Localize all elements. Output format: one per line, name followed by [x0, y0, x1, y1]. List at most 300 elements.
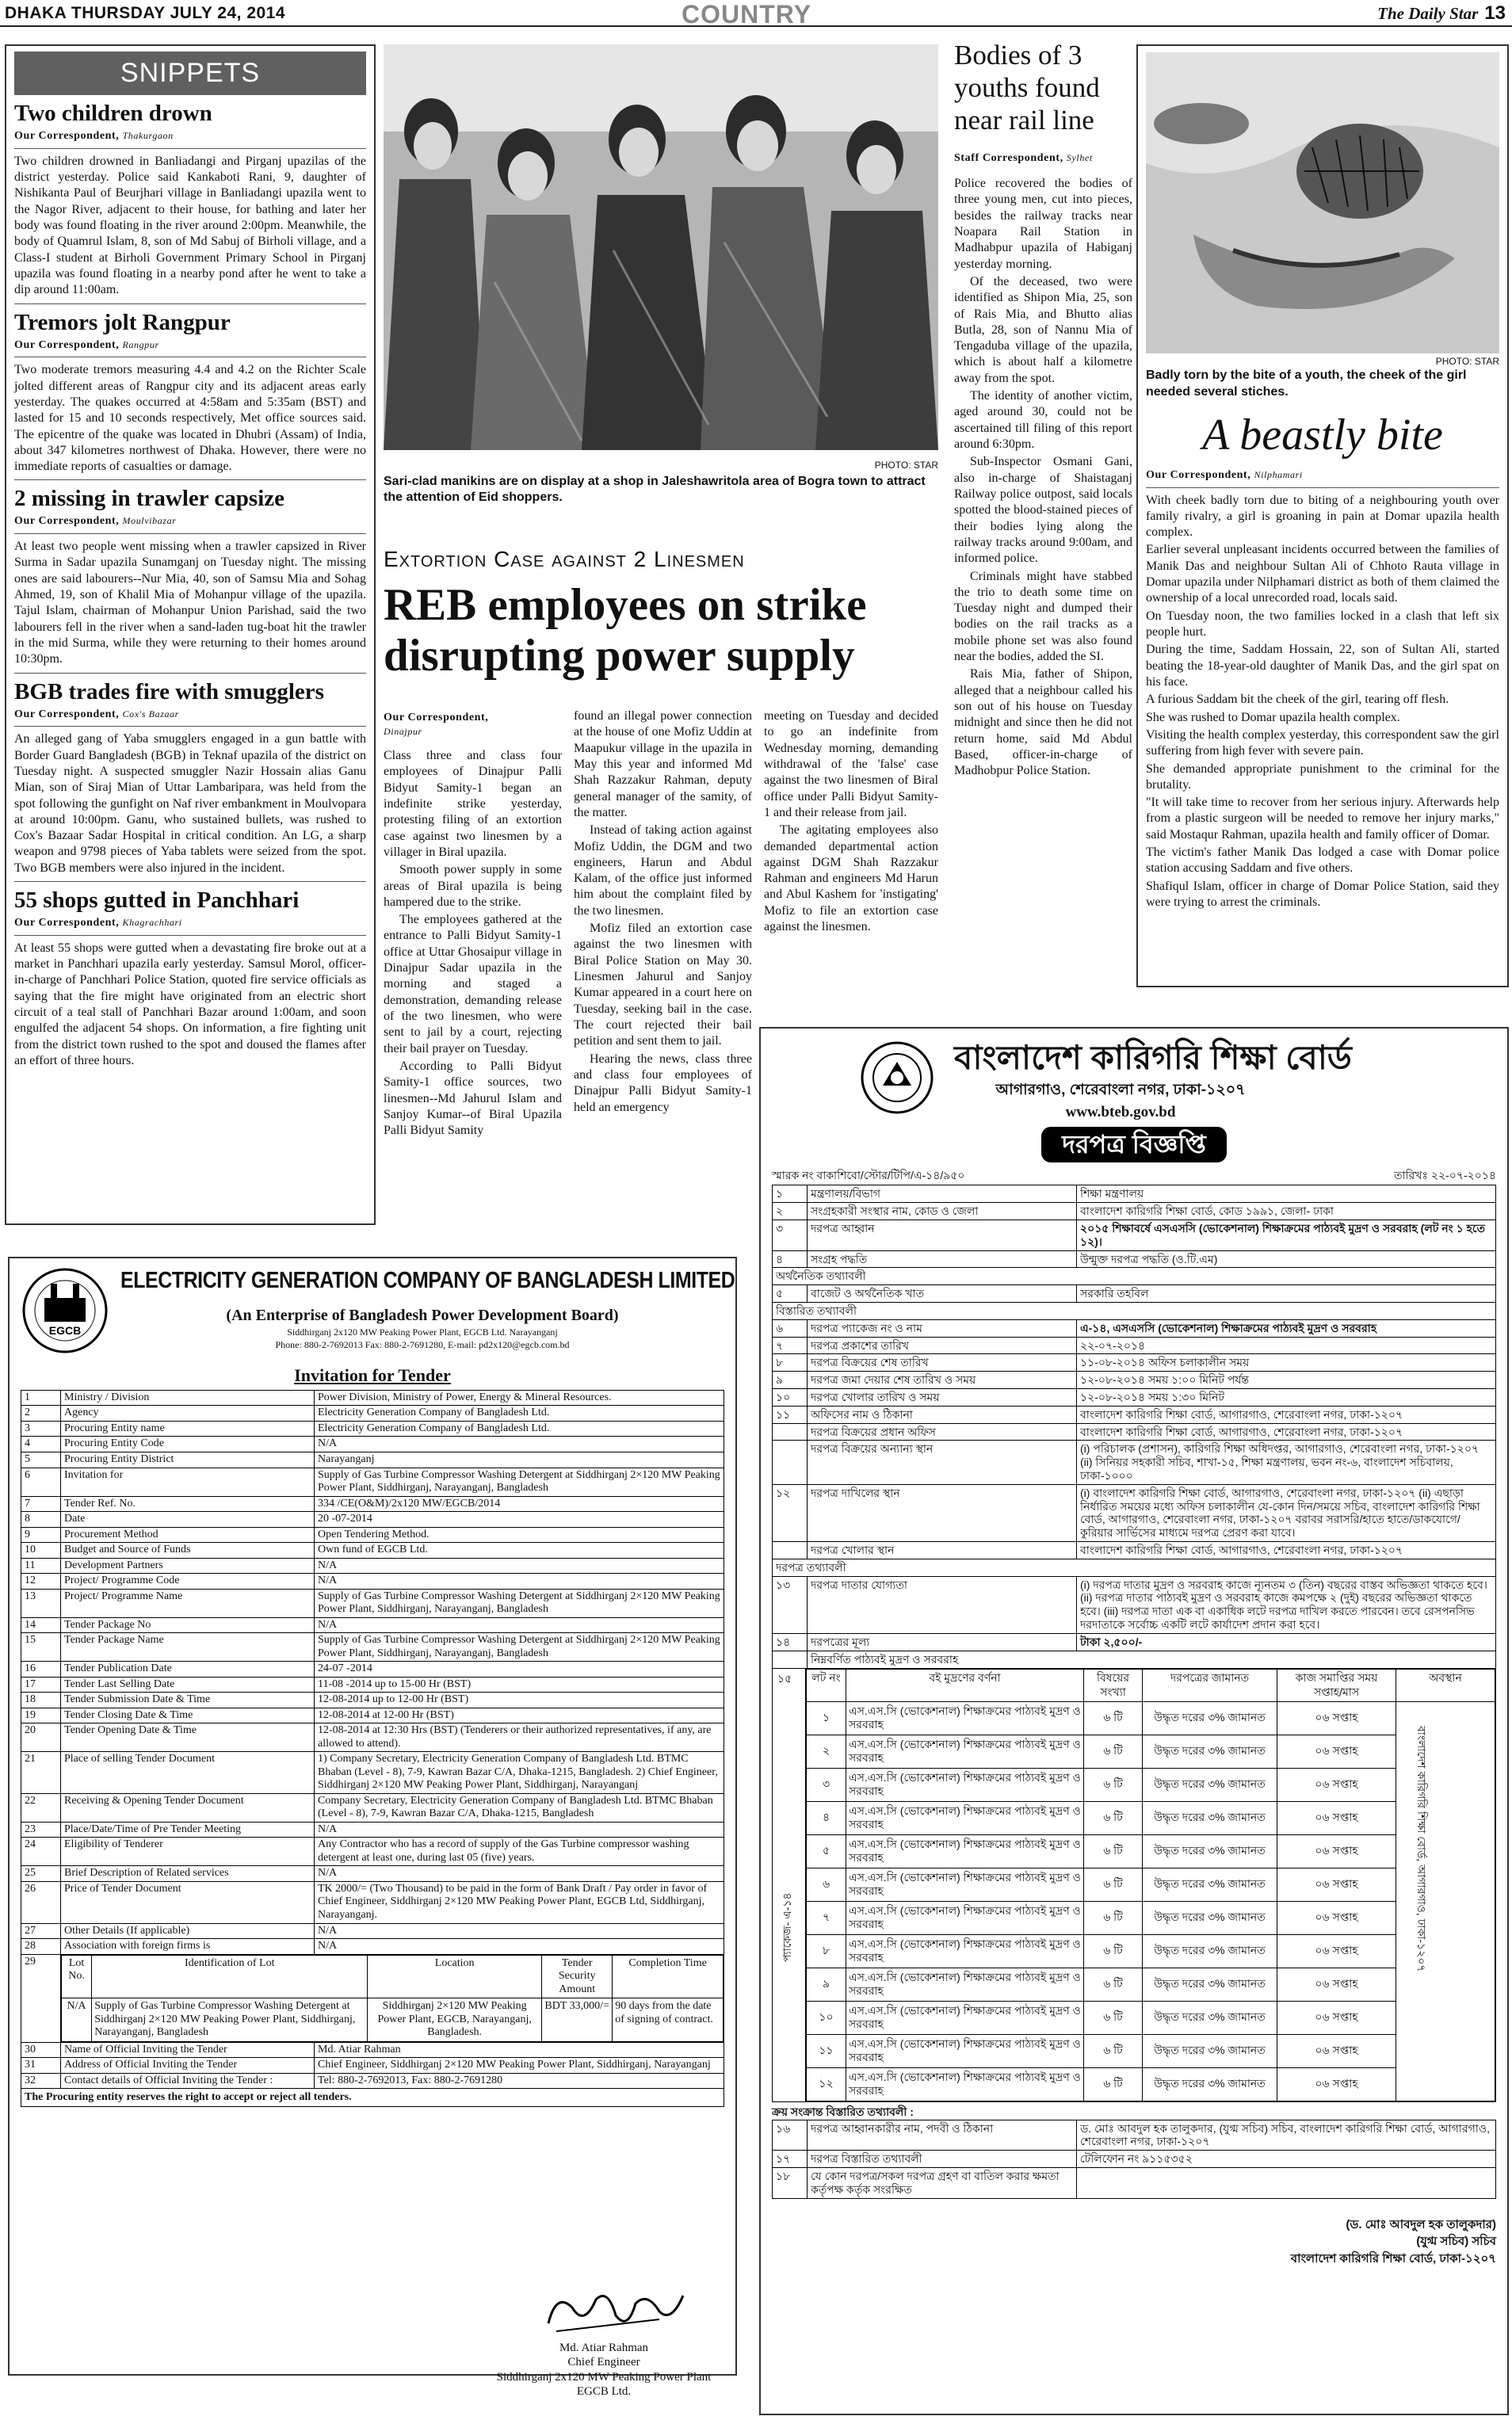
tender-row: [21, 2042, 724, 2058]
section-label: অর্থনৈতিক তথ্যাবলী: [773, 1268, 1496, 1285]
row-number: 13: [21, 1589, 61, 1617]
bite-byline-place: Nilphamari: [1254, 468, 1303, 480]
tender-row: [21, 1512, 724, 1528]
lot-cell: এস.এস.সি (ভোকেশনাল) শিক্ষাক্রমের পাঠ্যবই মুদ্রণ ও সরবরাহ: [846, 2034, 1084, 2067]
lot-cell: ৬: [807, 1868, 846, 1901]
paragraph: The employees gathered at the entrance to Palli Bidyut Samity-1 office at Uttar Ghosaipur village in Dinajpur Sadar upazila in the morning and staged a demonstration, demanding release of the two linesmen, who were sent to jail by a court, rejecting their bail prayer on Tuesday.: [384, 913, 562, 1055]
row-label: দরপত্র দাতার যোগ্যতা: [808, 1576, 1077, 1633]
row-label: বাজেট ও অর্থনৈতিক খাত: [808, 1285, 1077, 1303]
footer-row: [773, 2120, 1496, 2151]
row-value: 11-08 -2014 up to 15-00 Hr (BST): [315, 1677, 724, 1693]
bodies-headline: Bodies of 3 youths found near rail line: [954, 40, 1100, 136]
snippet-body: At least 55 shops were gutted when a devastating fire broke out at a market in Panchhari upazila early yesterday. Samsul Morol, officer-in-charge of Panchhari Police Station, quoted fire service officials as saying that the fire might have originated from an electric short circuit of a teal stall of Panchhari Bazar around 1:00am, and soon engulfed the adjacent 54 shops. On information, a fire fighting unit from the district town rushed to the spot and doused the flames after an effort of three hours.: [14, 941, 366, 1067]
lot-cell: এস.এস.সি (ভোকেশনাল) শিক্ষাক্রমের পাঠ্যবই মুদ্রণ ও সরবরাহ: [846, 1868, 1084, 1901]
paragraph: She was rushed to Domar upazila health complex.: [1146, 710, 1400, 724]
row-label: Ministry / Division: [61, 1390, 315, 1406]
lot-header-cell: অবস্থান: [1396, 1670, 1495, 1702]
lot-cell: ১১: [807, 2034, 846, 2067]
bite-box: [1136, 44, 1509, 987]
lot-cell: ১০: [807, 2001, 846, 2034]
row-value: 12-08-2014 up to 12-00 Hr (BST): [315, 1693, 724, 1708]
tender-row: [773, 1633, 1496, 1651]
snippet-title: 2 missing in trawler capsize: [14, 486, 284, 512]
row-value: ২০১৫ শিক্ষাবর্ষে এসএসসি (ভোকেশনাল) শিক্ষাক্রমের পাঠ্যবই মুদ্রণ ও সরবরাহ (লট নং ১ হতে ১২)।: [1077, 1220, 1496, 1250]
tender-row: [773, 1220, 1496, 1250]
paragraph: The identity of another victim, aged around 30, could not be ascertained till filing of this report around 6:30pm.: [954, 389, 1132, 451]
snippet-byline-place: Cox's Bazaar: [122, 708, 179, 720]
tender-row: [21, 1617, 724, 1633]
bite-headline: A beastly bite: [1202, 410, 1443, 460]
snippet-divider: [14, 479, 366, 480]
tender-row: [773, 1302, 1496, 1319]
row-number: 3: [21, 1421, 61, 1437]
snippet-title: 55 shops gutted in Panchhari: [14, 887, 300, 914]
bite-caption: Badly torn by the bite of a youth, the cheek of the girl needed several stiches.: [1146, 368, 1467, 399]
row-value: বাংলাদেশ কারিগরি শিক্ষা বোর্ড, আগারগাও, শেরেবাংলা নগর, ঢাকা-১২০৭: [1077, 1406, 1496, 1423]
lot-cell: ০৬ সপ্তাহ: [1277, 1968, 1396, 2001]
lot-row: [807, 2001, 1495, 2034]
row-number: 29: [21, 1954, 61, 2042]
row-number: ৫: [773, 1285, 808, 1303]
row-value: 334 /CE(O&M)/2x120 MW/EGCB/2014: [315, 1496, 724, 1512]
paragraph: The victim's father Manik Das lodged a case with Domar police station accusing Saddam and five others.: [1146, 845, 1499, 876]
lot-cell: এস.এস.সি (ভোকেশনাল) শিক্ষাক্রমের পাঠ্যবই মুদ্রণ ও সরবরাহ: [846, 1735, 1084, 1768]
row-number: [773, 1441, 808, 1484]
row-number: ১০: [773, 1388, 808, 1406]
lot-cell: এস.এস.সি (ভোকেশনাল) শিক্ষাক্রমের পাঠ্যবই মুদ্রণ ও সরবরাহ: [846, 1801, 1084, 1834]
bteb-signature-block: [772, 2216, 1496, 2268]
snippet-divider: [14, 673, 366, 674]
row-value: N/A: [315, 1866, 724, 1882]
row-number: ৬: [773, 1319, 808, 1337]
lot-cell: ৩: [807, 1768, 846, 1801]
row-label: Place of selling Tender Document: [61, 1752, 315, 1794]
paragraph: According to Palli Bidyut Samity-1 office sources, two linesmen--Md Jahurul Islam and Sanjoy Kumar--of Biral Upazila Palli Bidyut Samity: [384, 1059, 562, 1138]
tender-row: [773, 1388, 1496, 1406]
manikins-image: [384, 44, 938, 450]
paragraph: Class three and class four employees of Dinajpur Palli Bidyut Samity-1 began an indefinite strike yesterday, protesting filing of an extortion case against two linesmen by a villager in Biral upazila.: [384, 749, 562, 859]
signature-line: Siddhirganj 2x120 MW Peaking Power Plant: [496, 2370, 712, 2384]
row-label: Place/Date/Time of Pre Tender Meeting: [61, 1822, 315, 1838]
signature-line: (যুগ্ম সচিব) সচিব: [1416, 2235, 1496, 2249]
row-number: ৩: [773, 1220, 808, 1250]
row-value: 1) Company Secretary, Electricity Generation Company of Bangladesh Ltd. BTMC Bhaban (Level - 8), 7-9, Kawran Bazar C/A, Dhaka-1215, Bangladesh. 2) Chief Engineer, Siddhirganj 2×120 MW Peaking Power Plant, Siddhirganj, Narayanganj: [315, 1752, 724, 1794]
snippet-byline: [14, 708, 366, 722]
lot-cell: এস.এস.সি (ভোকেশনাল) শিক্ষাক্রমের পাঠ্যবই মুদ্রণ ও সরবরাহ: [846, 1968, 1084, 2001]
bteb-notice-banner: [772, 1127, 1496, 1162]
lot-cell: ০৬ সপ্তাহ: [1277, 2034, 1396, 2067]
row-label: দরপত্র প্রকাশের তারিখ: [808, 1337, 1077, 1354]
lot-row: [807, 1701, 1495, 1735]
row-number: ২: [773, 1203, 808, 1220]
lot-header-cell: Location: [368, 1955, 542, 1998]
row-value: টেলিফোন নং ৯১১৫৩৫২: [1077, 2151, 1496, 2168]
reb-byline-place: Dinajpur: [384, 725, 422, 737]
tender-row: [21, 1421, 724, 1437]
tender-row: [21, 1574, 724, 1590]
paragraph: Shafiqul Islam, officer in charge of Domar Police Station, said they were trying to arrest the criminals.: [1146, 879, 1499, 910]
tender-row: [773, 1319, 1496, 1337]
row-label: Brief Description of Related services: [61, 1866, 315, 1882]
row-number: 16: [21, 1662, 61, 1678]
row-number: ৭: [773, 1337, 808, 1354]
tender-row: [21, 1390, 724, 1406]
lot-cell: এস.এস.সি (ভোকেশনাল) শিক্ষাক্রমের পাঠ্যবই মুদ্রণ ও সরবরাহ: [846, 1701, 1084, 1735]
tender-row: [773, 1250, 1496, 1268]
lot-cell: ০৬ সপ্তাহ: [1277, 1934, 1396, 1968]
row-label: সংগ্রহকারী সংস্থার নাম, কোড ও জেলা: [808, 1203, 1077, 1220]
lot-cell: উদ্ধৃত দরের ৩% জামানত: [1143, 1701, 1277, 1735]
paragraph: "It will take time to recover from her serious injury. Afterwards help from a plastic surgeon will be needed to remove her injury marks," said Mostaqur Rahman, upazila health and family officer of Domar.: [1146, 796, 1499, 842]
tender-row: [21, 1881, 724, 1923]
row-number: ৮: [773, 1354, 808, 1372]
lot-cell: ০৬ সপ্তাহ: [1277, 1868, 1396, 1901]
row-label: Tender Publication Date: [61, 1662, 315, 1678]
row-number: 11: [21, 1558, 61, 1574]
paragraph: Of the deceased, two were identified as Shipon Mia, 25, son of Rais Mia, and Bhutto alias Butla, 28, son of Nannu Mia of Tengaduba village of the upazila, which is about half a kilometre away from the spot.: [954, 274, 1132, 385]
row-label: Tender Submission Date & Time: [61, 1693, 315, 1708]
row-value: ১২-০৮-২০১৪ সময় ১:০০ মিনিট পর্যন্ত: [1077, 1372, 1496, 1389]
row-value: (i) পরিচালক (প্রশাসন), কারিগরি শিক্ষা অধিদপ্তর, আগারগাও, শেরেবাংলা নগর, ঢাকা-১২০৭ (ii) সিনিয়র সহকারী সচিব, শাখা-১৫, শিক্ষা মন্ত্রণালয়, ভবন নং-৬, বাংলাদেশ সচিবালয়, ঢাকা-১০০০: [1077, 1441, 1496, 1484]
row-label: Contact details of Official Inviting the Tender :: [61, 2073, 315, 2089]
row-number: ১: [773, 1185, 808, 1203]
signature-icon: [540, 2284, 691, 2339]
row-number: 31: [21, 2058, 61, 2074]
paragraph: Sub-Inspector Osmani Gani, also in-charge of Shaistaganj Railway police outpost, said locals spotted the blood-stained pieces of their bodies lying along the railway tracks around 9:00am, and informed police.: [954, 455, 1132, 566]
reb-byline: [384, 711, 562, 739]
row-value: টাকা ২,৫০০/-: [1077, 1633, 1496, 1651]
egcb-address: Siddhirganj 2x120 MW Peaking Power Plant, EGCB Ltd. Narayanganj: [287, 1326, 558, 1338]
row-number: ৪: [773, 1250, 808, 1268]
row-value: TK 2000/= (Two Thousand) to be paid in the form of Bank Draft / Pay order in favor of Chief Engineer, Siddhirganj 2×120 MW Peaking Power Plant, EGCB Ltd, Siddhirganj, Narayanganj.: [315, 1881, 724, 1923]
lot-location-text: বাংলাদেশ কারিগরি শিক্ষা বোর্ড, আগারগাও, ঢাকা-১২০৭: [1415, 1725, 1428, 1972]
reb-kicker: Extortion Case against 2 Linesmen: [384, 547, 745, 571]
row-value: Tel: 880-2-7692013, Fax: 880-2-7691280: [315, 2073, 724, 2089]
snippet-divider: [14, 881, 366, 882]
tender-row: [773, 1484, 1496, 1541]
row-label: দরপত্র বিস্তারিত তথ্যাবলী: [808, 2151, 1077, 2168]
row-label: Tender Package Name: [61, 1633, 315, 1662]
paragraph: During the time, Saddam Hossain, 22, son of Sultan Ali, started beating the 18-year-old daughter of Manik Das, and the girl spat on his face.: [1146, 643, 1499, 689]
tender-row: [21, 2058, 724, 2074]
lot-header: [807, 1670, 1495, 1702]
snippets-tag: SNIPPETS: [14, 52, 366, 95]
row-value: [1077, 2167, 1496, 2198]
row-value: Narayanganj: [315, 1452, 724, 1468]
tender-row: [21, 1543, 724, 1559]
page-number: 13: [1484, 2, 1506, 24]
row-number: 17: [21, 1677, 61, 1693]
row-value: N/A: [315, 1923, 724, 1939]
lot-header-cell: লট নং: [807, 1670, 846, 1702]
bteb-lots-package-label: প্যাকেজ- এ-১৪: [781, 1892, 793, 1963]
tender-row: [21, 1662, 724, 1678]
row-number: 26: [21, 1881, 61, 1923]
section-label: দরপত্র তথ্যাবলী: [773, 1559, 1496, 1576]
tender-row: [773, 1268, 1496, 1285]
tender-row: [21, 1527, 724, 1543]
row-label: Tender Package No: [61, 1617, 315, 1633]
row-label: Budget and Source of Funds: [61, 1543, 315, 1559]
row-value: ড. মোঃ আবদুল হক তালুকদার, (যুগ্ম সচিব) সচিব, বাংলাদেশ কারিগরি শিক্ষা বোর্ড, আগারগাও, শেরেবাংলা নগর, ঢাকা-১২০৭: [1077, 2120, 1496, 2151]
lot-row: [807, 2067, 1495, 2101]
egcb-note: The Procuring entity reserves the right to accept or reject all tenders.: [21, 2089, 724, 2107]
manikins-photo: [384, 44, 938, 450]
snippet-byline-place: Rangpur: [122, 338, 159, 350]
lot-row: [807, 1801, 1495, 1834]
row-label: মন্ত্রণালয়/বিভাগ: [808, 1185, 1077, 1203]
row-label: Procuring Entity name: [61, 1421, 315, 1437]
snippet-byline: [14, 338, 366, 353]
egcb-header: [21, 1263, 735, 1366]
row-value: ১২-০৮-২০১৪ সময় ১:৩০ মিনিট: [1077, 1388, 1496, 1406]
row-number: ১৭: [773, 2151, 808, 2168]
paragraph: meeting on Tuesday and decided to go an indefinite from Wednesday morning, demanding withdrawal of the 'false' case against the two linesmen of Biral office under Palli Bidyut Samity-1 and their release from jail.: [764, 709, 938, 819]
row-number: 6: [21, 1468, 61, 1496]
row-label: Tender Ref. No.: [61, 1496, 315, 1512]
row-value: Chief Engineer, Siddhirganj 2×120 MW Peaking Power Plant, Siddhirganj, Narayanganj: [315, 2058, 724, 2074]
lot-cell: ৬ টি: [1084, 1901, 1143, 1934]
paragraph: Earlier several unpleasant incidents occurred between the families of Manik Das and neighbour Sultan Ali of Chhoto Rauta village in Domar upazila under Nilphamari district as both of them claimed the ownership of a local unrecorded road, locals said.: [1146, 543, 1499, 605]
lot-cell: ০৬ সপ্তাহ: [1277, 2067, 1396, 2101]
row-number: 15: [21, 1633, 61, 1662]
lot-data-cell: Supply of Gas Turbine Compressor Washing Detergent at Siddhirganj 2×120 MW Peaking Power Plant, Siddhirganj, Narayanganj, Bangladesh: [92, 1998, 368, 2042]
tender-row: [21, 1752, 724, 1794]
snippet-title: Two children drown: [14, 101, 212, 127]
row-value: N/A: [315, 1558, 724, 1574]
reb-column-3: [764, 708, 938, 937]
paragraph: Criminals might have stabbed the trio to death some time on Tuesday night and dumped their bodies on the rail tracks as a mobile phone set was also found near the bodies, added the SI.: [954, 569, 1132, 664]
row-label: Tender Last Selling Date: [61, 1677, 315, 1693]
paragraph: Rais Mia, father of Shipon, alleged that a neighbour called his son out of his house on Tuesday midnight and since then he did not return home, said Md Abdul Based, officer-in-charge of Madhobpur Police Station.: [954, 667, 1132, 778]
lot-cell: ০৬ সপ্তাহ: [1277, 1768, 1396, 1801]
row-value: (i) বাংলাদেশ কারিগরি শিক্ষা বোর্ড, আগারগাও, শেরেবাংলা নগর, ঢাকা-১২০৭ (ii) এছাড়া নির্ধারিত সময়ের মধ্যে অফিস চলাকালীন যে-কোন দিন/সময়ে সচিব, বাংলাদেশ কারিগরি শিক্ষা বোর্ড, আগারগাও, শেরেবাংলা নগর, ঢাকা-১২০৭ বরাবর সরাসরি/হাতে হাতে/ডাকযোগে/কুরিয়ার সার্ভিসের মাধ্যমে দরপত্র প্রেরণ করা যাবে।: [1077, 1484, 1496, 1541]
lot-data-cell: BDT 33,000/=: [542, 1998, 613, 2042]
paragraph: With cheek badly torn due to biting of a neighbouring youth over family rivalry, a girl is groaning in pain at Domar upazila health complex.: [1146, 493, 1499, 540]
lot-location: [1396, 1701, 1495, 2101]
bteb-memo: স্মারক নং বাকাশিবো/স্টোর/টিপি/এ-১৪/৯৫০: [772, 1168, 965, 1181]
row-number: 24: [21, 1838, 61, 1866]
bteb-lots-blank: [773, 1651, 808, 1669]
row-value: Electricity Generation Company of Bangladesh Ltd.: [315, 1421, 724, 1437]
bteb-website: www.bteb.gov.bd: [1065, 1104, 1176, 1120]
row-label: Procuring Entity District: [61, 1452, 315, 1468]
bteb-footer-table: [772, 2120, 1496, 2199]
snippet-byline-label: Our Correspondent,: [14, 515, 120, 528]
row-number: 5: [21, 1452, 61, 1468]
tender-row: [21, 1558, 724, 1574]
tender-row: [773, 1559, 1496, 1576]
snippets-box: [5, 44, 376, 1225]
row-value: Open Tendering Method.: [315, 1527, 724, 1543]
row-number: 28: [21, 1939, 61, 1955]
lot-cell: উদ্ধৃত দরের ৩% জামানত: [1143, 1968, 1277, 2001]
lot-cell: উদ্ধৃত দরের ৩% জামানত: [1143, 2067, 1277, 2101]
signature-line: (ড. মোঃ আবদুল হক তালুকদার): [1346, 2217, 1496, 2231]
lot-header-cell: বই মুদ্রণের বর্ণনা: [846, 1670, 1084, 1702]
tender-row: [21, 1693, 724, 1708]
paper-name: The Daily Star: [1377, 4, 1479, 23]
bite-rule: [1146, 487, 1499, 488]
bteb-address: আগারগাও, শেরেবাংলা নগর, ঢাকা-১২০৭: [995, 1082, 1246, 1098]
paragraph: Visiting the health complex yesterday, this correspondent saw the girl suffering from high fever with severe pain.: [1146, 727, 1499, 758]
tender-row: [21, 1406, 724, 1422]
tender-row: [773, 1372, 1496, 1389]
row-value: উন্মুক্ত দরপত্র পদ্ধতি (ও.টি.এম): [1077, 1250, 1496, 1268]
lot-cell: ৬ টি: [1084, 1801, 1143, 1834]
row-label: Procuring Entity Code: [61, 1437, 315, 1452]
bite-byline-label: Our Correspondent,: [1146, 468, 1251, 481]
signature-line: Md. Atiar Rahman: [559, 2342, 649, 2354]
lot-cell: ৬ টি: [1084, 2001, 1143, 2034]
tender-row: [21, 1723, 724, 1752]
lot-cell: এস.এস.সি (ভোকেশনাল) শিক্ষাক্রমের পাঠ্যবই মুদ্রণ ও সরবরাহ: [846, 2001, 1084, 2034]
row-value: 20 -07-2014: [315, 1512, 724, 1528]
row-number: ১৬: [773, 2120, 808, 2151]
reb-column-1: [384, 748, 562, 1141]
lot-cell: উদ্ধৃত দরের ৩% জামানত: [1143, 1735, 1277, 1768]
row-number: 19: [21, 1708, 61, 1723]
snippet-byline-place: Moulvibazar: [122, 515, 177, 527]
tender-row: [773, 1285, 1496, 1303]
row-label: দরপত্র প্যাকেজ নং ও নাম: [808, 1319, 1077, 1337]
lot-cell: এস.এস.সি (ভোকেশনাল) শিক্ষাক্রমের পাঠ্যবই মুদ্রণ ও সরবরাহ: [846, 1934, 1084, 1968]
bteb-header: [772, 1035, 1496, 1130]
bite-image: [1146, 52, 1499, 353]
tender-row: [21, 1452, 724, 1468]
row-label: Project/ Programme Code: [61, 1574, 315, 1590]
lot-row: [807, 1901, 1495, 1934]
paragraph: Hearing the news, class three and class four employees of Dinajpur Palli Bidyut Samity-1 held an emergency: [574, 1052, 752, 1114]
snippet-byline: [14, 129, 366, 143]
row-number: 32: [21, 2073, 61, 2089]
lot-cell: ৬ টি: [1084, 2067, 1143, 2101]
bteb-date: তারিখঃ ২২-০৭-২০১৪: [1394, 1168, 1496, 1181]
lot-cell: এস.এস.সি (ভোকেশনাল) শিক্ষাক্রমের পাঠ্যবই মুদ্রণ ও সরবরাহ: [846, 1768, 1084, 1801]
row-value: শিক্ষা মন্ত্রণালয়: [1077, 1185, 1496, 1203]
row-value: (i) দরপত্র দাতার মুদ্রণ ও সরবরাহ কাজে ন্যূনতম ৩ (তিন) বছরের বাস্তব অভিজ্ঞতা থাকতে হবে। (ii) দরপত্র দাতার পাঠ্যবই মুদ্রণ ও সরবরাহ কাজে কমপক্ষে ২ (দুই) বছরের অভিজ্ঞতা থাকতে হবে। (iii) দরপত্র দাতা এক বা একাধিক লটে দরপত্র দাখিল করতে পারবেন। তবে রেসপনসিভ দরদাতাকে সর্বোচ্চ একটি লটে কার্যাদেশ প্রদান করা হবে।: [1077, 1576, 1496, 1633]
bodies-byline-place: Sylhet: [1066, 152, 1093, 163]
row-label: দরপত্র খোলার তারিখ ও সময়: [808, 1388, 1077, 1406]
egcb-signature-block: [453, 2341, 754, 2399]
lot-data: [62, 1998, 724, 2042]
row-label: দরপত্র বিক্রয়ের অন্যান্য স্থান: [808, 1441, 1077, 1484]
bteb-seal-icon: [859, 1040, 935, 1116]
tender-row: [21, 1633, 724, 1662]
row-number: 23: [21, 1822, 61, 1838]
lot-header-cell: Completion Time: [613, 1955, 724, 1998]
row-label: দরপত্র বিক্রয়ের শেষ তারিখ: [808, 1354, 1077, 1372]
row-label: Association with foreign firms is: [61, 1939, 315, 1955]
snippet-byline-label: Our Correspondent,: [14, 338, 120, 351]
lot-header-cell: বিষয়ের সংখ্যা: [1084, 1670, 1143, 1702]
row-label: দরপত্র আহ্বান: [808, 1220, 1077, 1250]
lot-cell: ১২: [807, 2067, 846, 2101]
reb-column-2: [574, 708, 752, 1117]
lot-data-cell: 90 days from the date of signing of contract.: [613, 1998, 724, 2042]
row-value: N/A: [315, 1617, 724, 1633]
row-label: Name of Official Inviting the Tender: [61, 2042, 315, 2058]
bteb-lots-section: [772, 1651, 1496, 2102]
signature-line: বাংলাদেশ কারিগরি শিক্ষা বোর্ড, ঢাকা-১২০৭: [1290, 2252, 1496, 2266]
lot-cell: এস.এস.সি (ভোকেশনাল) শিক্ষাক্রমের পাঠ্যবই মুদ্রণ ও সরবরাহ: [846, 1834, 1084, 1868]
row-number: 20: [21, 1723, 61, 1752]
lot-cell: উদ্ধৃত দরের ৩% জামানত: [1143, 1834, 1277, 1868]
snippet-title: Tremors jolt Rangpur: [14, 309, 231, 335]
row-value: Md. Atiar Rahman: [315, 2042, 724, 2058]
row-label: Tender Closing Date & Time: [61, 1708, 315, 1723]
row-value: Electricity Generation Company of Bangladesh Ltd.: [315, 1406, 724, 1422]
lot-cell: ৬ টি: [1084, 1834, 1143, 1868]
snippet-divider: [14, 303, 366, 304]
row-label: দরপত্র আহ্বানকারীর নাম, পদবী ও ঠিকানা: [808, 2120, 1077, 2151]
row-number: 27: [21, 1923, 61, 1939]
row-label: দরপত্র জমা দেয়ার শেষ তারিখ ও সময়: [808, 1372, 1077, 1389]
reb-byline-label: Our Correspondent,: [384, 712, 489, 723]
row-value: N/A: [315, 1574, 724, 1590]
tender-row: [21, 1708, 724, 1723]
egcb-title: ELECTRICITY GENERATION COMPANY OF BANGLADESH LIMITED: [120, 1268, 735, 1293]
row-label: সংগ্রহ পদ্ধতি: [808, 1250, 1077, 1268]
lot-cell: ৮: [807, 1934, 846, 1968]
snippet-body: At least two people went missing when a trawler capsized in River Surma in Sadar upazila Sunamganj on Tuesday night. The missing ones are said labourers--Nur Mia, 40, son of Samsu Mia and Sohag Ahmed, 19, son of Khalil Mia of Mohanpur village of the upazila. Tajul Islam, chairman of Mohanpur Union Parishad, said the two labourers fell in the river when a sand-laden tug-boat hit the trawler in the mid Surma, while they were returning to their homes around 10:30pm.: [14, 540, 366, 666]
lot-header-cell: দরপত্রের জামানত: [1143, 1670, 1277, 1702]
paragraph: A furious Saddam bit the cheek of the girl, tearing off flesh.: [1146, 693, 1449, 707]
bteb-table: [772, 1185, 1496, 1651]
lot-cell: ৬ টি: [1084, 1735, 1143, 1768]
lot-cell: ৪: [807, 1801, 846, 1834]
lot-cell: ৭: [807, 1901, 846, 1934]
lot-cell: ০৬ সপ্তাহ: [1277, 1901, 1396, 1934]
tender-row: [21, 1822, 724, 1838]
tender-row: [21, 1437, 724, 1452]
footer-row: [773, 2167, 1496, 2198]
lot-cell: ৬ টি: [1084, 1934, 1143, 1968]
row-number: 9: [21, 1527, 61, 1543]
row-number: [773, 1541, 808, 1559]
lot-row: [807, 1868, 1495, 1901]
row-label: Project/ Programme Name: [61, 1589, 315, 1617]
lot-header: [62, 1955, 724, 1998]
tender-row: [773, 1185, 1496, 1203]
lot-header-cell: কাজ সমাপ্তির সময় সপ্তাহ/মাস: [1277, 1670, 1396, 1702]
row-label: দরপত্র বিক্রয়ের প্রধান অফিস: [808, 1423, 1077, 1441]
row-number: 8: [21, 1512, 61, 1528]
row-label: Development Partners: [61, 1558, 315, 1574]
dateline: DHAKA THURSDAY JULY 24, 2014: [5, 4, 286, 22]
lot-cell: উদ্ধৃত দরের ৩% জামানত: [1143, 1868, 1277, 1901]
paragraph: She demanded appropriate punishment to the criminal for the brutality.: [1146, 761, 1499, 792]
row-label: Address of Official Inviting the Tender: [61, 2058, 315, 2074]
row-label: দরপত্র দাখিলের স্থান: [808, 1484, 1077, 1541]
lot-header-cell: Lot No.: [62, 1955, 92, 1998]
paragraph: Smooth power supply in some areas of Biral upazila is being hampered due to the strike.: [384, 863, 562, 909]
tender-row: [21, 1866, 724, 1882]
snippet-list: [14, 101, 366, 1069]
row-value: 12-08-2014 at 12:30 Hrs (BST) (Tenderers or their authorized representatives, if any, are allowed to attend).: [315, 1723, 724, 1752]
row-number: 21: [21, 1752, 61, 1794]
row-value: Power Division, Ministry of Power, Energy & Mineral Resources.: [315, 1390, 724, 1406]
snippet-body: An alleged gang of Yaba smugglers engaged in a gun battle with Border Guard Bangladesh (BGB) in Teknaf upazila of the district on Tuesday night. A suspected smuggler Nazir Hossain alias Ganu Mian, son of Siraj Mian of Uttar Lambaripara, was held from the spot following the gunfight on Naf river embankment in Moulvopara at around 10:00pm. Ganu, who sustained bullets, was rushed to Cox's Bazaar Sadar Hospital in critical condition. An LG, a sharp weapon and 9798 pieces of Yaba tablets were seized from the spot. Two BGB members were also injured in the incident.: [14, 732, 366, 875]
tender-row: [773, 1203, 1496, 1220]
bteb-footer-title: ক্রয় সংক্রান্ত বিস্তারিত তথ্যাবলী :: [772, 2105, 914, 2118]
lot-cell: এস.এস.সি (ভোকেশনাল) শিক্ষাক্রমের পাঠ্যবই মুদ্রণ ও সরবরাহ: [846, 2067, 1084, 2101]
bodies-byline: [954, 151, 1144, 166]
paragraph: Mofiz filed an extortion case against the two linesmen with Biral Police Station on May 30. Linesmen Jahurul and Sanjoy Kumar appeared in a court here on Tuesday, seeking bail in the case. The court rejected their bail petition and sent them to jail.: [574, 922, 752, 1048]
row-value: বাংলাদেশ কারিগরি শিক্ষা বোর্ড, কোড ১৯৯১, জেলা- ঢাকা: [1077, 1203, 1496, 1220]
row-number: 14: [21, 1617, 61, 1633]
row-number: 1: [21, 1390, 61, 1406]
